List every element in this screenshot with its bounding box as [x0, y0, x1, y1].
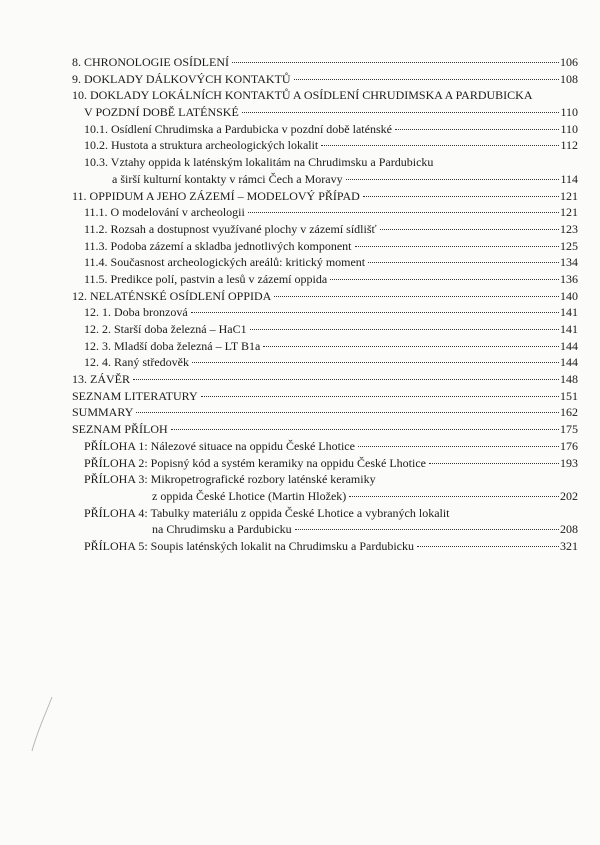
toc-entry: [70, 137, 578, 154]
toc-entry-title: 10.1. Osídlení Chrudimska a Pardubicka v pozdní době laténské: [84, 121, 392, 136]
toc-page-number: 121: [560, 205, 578, 220]
toc-entry-title: 10.3. Vztahy oppida k laténským lokalitám na Chrudimsku a Pardubicku: [84, 155, 434, 170]
dot-leader: [232, 62, 559, 63]
toc-entry: [70, 354, 578, 371]
dot-leader: [171, 429, 559, 430]
toc-entry: [70, 404, 578, 421]
dot-leader: [295, 529, 559, 530]
toc-entry-title: a širší kulturní kontakty v rámci Čech a Moravy: [112, 171, 343, 186]
dot-leader: [429, 463, 559, 464]
toc-page-number: 144: [560, 355, 578, 370]
toc-page-number: 140: [560, 288, 578, 303]
toc-entry: [70, 421, 578, 438]
toc-entry: [70, 288, 578, 305]
toc-entry-title: 11.4. Současnost archeologických areálů: kritický moment: [84, 255, 366, 270]
toc-entry: [70, 254, 578, 271]
toc-page-number: 141: [560, 305, 578, 320]
toc-entry-title: PŘÍLOHA 4: Tabulky materiálu z oppida České Lhotice a vybraných lokalit: [84, 505, 450, 520]
toc-entry: [70, 538, 578, 555]
toc-entry: [70, 271, 578, 288]
toc-entry-title: 12. 3. Mladší doba železná – LT B1a: [84, 338, 261, 353]
toc-page-number: 125: [560, 238, 578, 253]
dot-leader: [263, 346, 559, 347]
toc-page-number: 141: [560, 322, 578, 336]
dot-leader: [349, 496, 559, 497]
toc-entry-title: 11.3. Podoba zázemí a skladba jednotlivých komponent: [84, 238, 352, 253]
toc-page-number: 110: [560, 121, 578, 136]
dot-leader: [191, 312, 559, 313]
toc-entry: [70, 188, 578, 205]
toc-entry-title: SEZNAM PŘÍLOH: [72, 422, 168, 437]
toc-entry-title: 12. NELATÉNSKÉ OSÍDLENÍ OPPIDA: [72, 288, 272, 303]
dot-leader: [201, 396, 559, 397]
pencil-mark: [28, 695, 58, 755]
toc-entry-title: 11.1. O modelování v archeologii: [84, 205, 245, 220]
toc-entry: [70, 54, 578, 71]
toc-page-number: 144: [560, 338, 578, 353]
toc-entry: [70, 104, 578, 121]
toc-entry-title: PŘÍLOHA 5: Soupis laténských lokalit na Chrudimsku a Pardubicku: [84, 538, 414, 553]
toc-entry-title: PŘÍLOHA 3: Mikropetrografické rozbory laténské keramiky: [84, 472, 376, 487]
toc-entry-title: 10. DOKLADY LOKÁLNÍCH KONTAKTŮ A OSÍDLENÍ CHRUDIMSKA A PARDUBICKA: [72, 88, 533, 103]
toc-entry: [70, 71, 578, 88]
toc-entry-title: 12. 2. Starší doba železná – HaC1: [84, 322, 247, 336]
toc-entry: [70, 521, 578, 538]
toc-entry: [70, 455, 578, 472]
dot-leader: [330, 279, 559, 280]
toc-entry: [70, 171, 578, 188]
toc-entry-title: 11.5. Predikce polí, pastvin a lesů v zázemí oppida: [84, 271, 328, 286]
toc-entry: [70, 438, 578, 455]
dot-leader: [346, 179, 560, 180]
toc-entry-title: 10.2. Hustota a struktura archeologických lokalit: [84, 138, 319, 153]
toc-page-number: 112: [560, 138, 578, 153]
toc-entry: [70, 238, 578, 255]
toc-entry-title: 11.2. Rozsah a dostupnost využívané plochy v zázemí sídlišť: [84, 221, 377, 236]
dot-leader: [248, 212, 559, 213]
toc-page-number: 148: [560, 372, 578, 387]
toc-page-number: 176: [560, 438, 578, 453]
toc-entry: [70, 505, 578, 522]
toc-entry-title: 11. OPPIDUM A JEHO ZÁZEMÍ – MODELOVÝ PŘÍPAD: [72, 188, 360, 203]
toc-page-number: 208: [560, 522, 578, 537]
toc-page-number: 108: [560, 71, 578, 86]
dot-leader: [242, 112, 560, 113]
toc-page-number: 106: [560, 55, 578, 69]
dot-leader: [274, 296, 559, 297]
toc-entry-title: 12. 4. Raný středověk: [84, 355, 189, 370]
toc-entry-title: 13. ZÁVĚR: [72, 372, 130, 387]
dot-leader: [417, 546, 559, 547]
dot-leader: [358, 446, 559, 447]
toc-entry: [70, 488, 578, 505]
dot-leader: [133, 379, 559, 380]
dot-leader: [250, 329, 559, 330]
toc-page-number: 110: [560, 105, 578, 120]
toc-entry: [70, 371, 578, 388]
toc-entry-title: SUMMARY: [72, 405, 134, 420]
toc-entry-title: SEZNAM LITERATURY: [72, 388, 198, 403]
toc-entry: [70, 471, 578, 488]
toc-entry-title: 12. 1. Doba bronzová: [84, 305, 188, 320]
toc-page-number: 151: [560, 388, 578, 403]
dot-leader: [380, 229, 559, 230]
dot-leader: [192, 362, 559, 363]
toc-page-number: 121: [560, 188, 578, 203]
dot-leader: [294, 79, 559, 80]
toc-page-number: 175: [560, 422, 578, 437]
toc-page-number: 321: [560, 538, 578, 553]
toc-entry-title: z oppida České Lhotice (Martin Hložek): [152, 488, 347, 503]
toc-entry: [70, 221, 578, 238]
table-of-contents: [70, 54, 578, 555]
toc-entry: [70, 121, 578, 138]
toc-entry: [70, 204, 578, 221]
toc-entry: [70, 338, 578, 355]
dot-leader: [355, 246, 560, 247]
toc-page-number: 193: [560, 455, 578, 470]
toc-page-number: 134: [560, 255, 578, 270]
toc-entry-title: 9. DOKLADY DÁLKOVÝCH KONTAKTŮ: [72, 71, 291, 86]
toc-entry: [70, 87, 578, 104]
dot-leader: [321, 145, 559, 146]
toc-entry: [70, 321, 578, 338]
toc-page-number: 136: [560, 271, 578, 286]
toc-entry-title: na Chrudimsku a Pardubicku: [152, 522, 292, 537]
toc-entry-title: PŘÍLOHA 1: Nálezové situace na oppidu České Lhotice: [84, 438, 355, 453]
dot-leader: [395, 129, 559, 130]
toc-page-number: 162: [560, 405, 578, 420]
toc-page-number: 123: [560, 221, 578, 236]
dot-leader: [136, 412, 559, 413]
toc-page-number: 202: [560, 488, 578, 503]
toc-entry-title: PŘÍLOHA 2: Popisný kód a systém keramiky na oppidu České Lhotice: [84, 455, 426, 470]
toc-entry-title: V POZDNÍ DOBĚ LATÉNSKÉ: [84, 105, 239, 120]
toc-entry: [70, 388, 578, 405]
toc-page-number: 114: [560, 171, 578, 186]
toc-entry: [70, 304, 578, 321]
dot-leader: [363, 196, 559, 197]
toc-entry-title: 8. CHRONOLOGIE OSÍDLENÍ: [72, 55, 229, 69]
dot-leader: [368, 262, 559, 263]
toc-entry: [70, 154, 578, 171]
